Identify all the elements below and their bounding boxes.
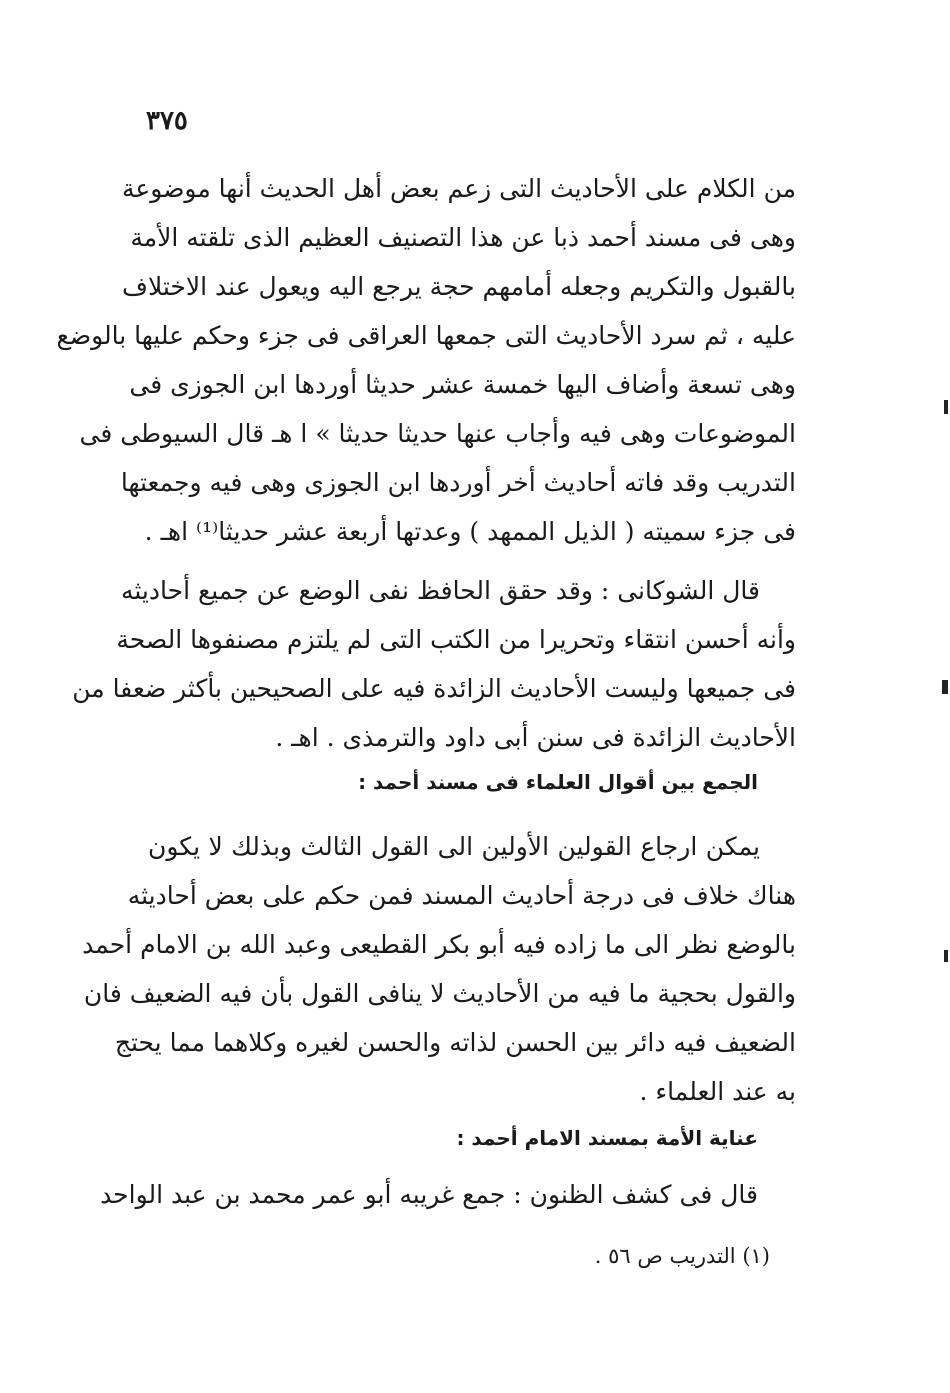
text-line: عليه ، ثم سرد الأحاديث التى جمعها العراقى فى جزء وحكم عليها بالوضع [56,321,796,350]
text-line: فى جميعها وليست الأحاديث الزائدة فيه على الصحيحين بأكثر ضعفا من [72,674,796,703]
text-line: به عند العلماء . [639,1077,796,1106]
page-number: ٣٧٥ [146,106,188,136]
text-line: فى جزء سميته ( الذيل الممهد ) وعدتها أربعة عشر حديثا⁽¹⁾ اهـ . [144,517,796,546]
paragraph-1 [56,164,796,556]
text-line: بالوضع نظر الى ما زاده فيه أبو بكر القطيعى وعبد الله بن الامام أحمد [82,930,796,959]
text-line: الأحاديث الزائدة فى سنن أبى داود والترمذى . اهـ . [275,723,796,752]
margin-mark [944,950,948,962]
text-line: الضعيف فيه دائر بين الحسن لذاته والحسن لغيره وكلاهما مما يحتج [114,1028,796,1057]
margin-mark [942,680,948,694]
margin-mark [944,400,948,414]
text-line: وهى تسعة وأضاف اليها خمسة عشر حديثا أوردها ابن الجوزى فى [129,370,796,399]
text-line: والقول بحجية ما فيه من الأحاديث لا ينافى القول بأن فيه الضعيف فان [83,979,796,1008]
paragraph-4 [100,1170,758,1219]
text-line: وهى فى مسند أحمد ذبا عن هذا التصنيف العظيم الذى تلقته الأمة [130,223,796,252]
paragraph-2 [72,566,796,762]
text-line: الموضوعات وهى فيه وأجاب عنها حديثا حديثا » ا هـ قال السيوطى فى [79,419,796,448]
text-line: يمكن ارجاع القولين الأولين الى القول الثالث وبذلك لا يكون [148,832,760,861]
text-line: قال الشوكانى : وقد حقق الحافظ نفى الوضع عن جميع أحاديثه [120,576,760,605]
section-heading-2: عناية الأمة بمسند الامام أحمد : [456,1126,758,1150]
text-line: قال فى كشف الظنون : جمع غريبه أبو عمر محمد بن عبد الواحد [100,1180,758,1209]
footnote: (١) التدريب ص ٥٦ . [594,1244,770,1268]
text-line: التدريب وقد فاته أحاديث أخر أوردها ابن الجوزى وهى فيه وجمعتها [120,468,796,497]
text-line: من الكلام على الأحاديث التى زعم بعض أهل الحديث أنها موضوعة [121,174,796,203]
paragraph-3 [82,822,796,1116]
text-line: وأنه أحسن انتقاء وتحريرا من الكتب التى لم يلتزم مصنفوها الصحة [116,625,796,654]
text-line: هناك خلاف فى درجة أحاديث المسند فمن حكم على بعض أحاديثه [127,881,796,910]
section-heading-1: الجمع بين أقوال العلماء فى مسند أحمد : [358,770,758,794]
text-line: بالقبول والتكريم وجعله أمامهم حجة يرجع اليه ويعول عند الاختلاف [122,272,796,301]
